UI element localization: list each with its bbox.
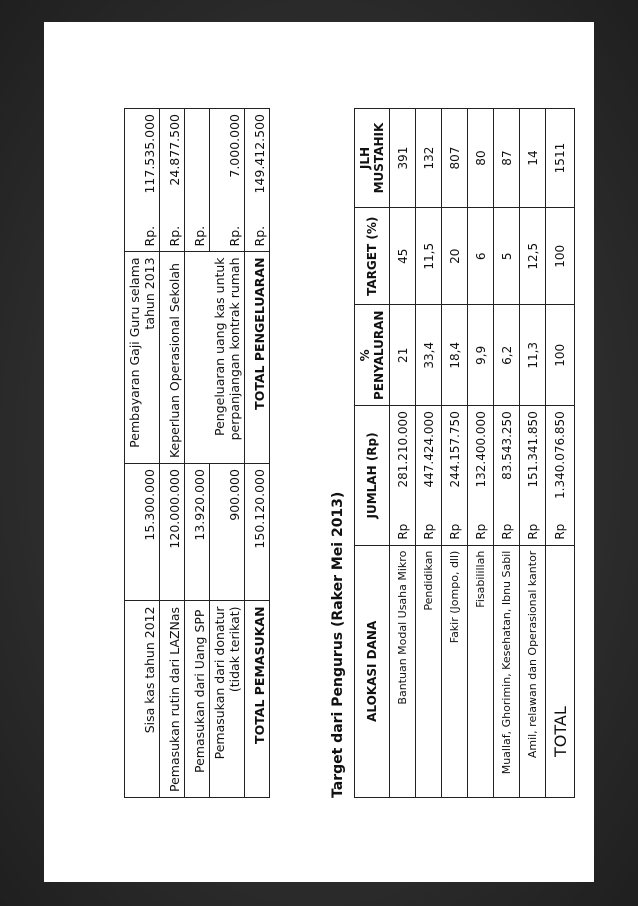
alokasi-cell: Bantuan Modal Usaha Mikro — [390, 545, 416, 797]
income-label: Pemasukan rutin dari LAZNas — [160, 601, 185, 798]
jumlah-cell: 244.157.750 — [442, 406, 468, 515]
table-row — [468, 109, 494, 798]
target-title: Target dari Pengurus (Raker Mei 2013) — [330, 491, 346, 798]
document-page — [44, 22, 594, 882]
rp-cell: Rp — [390, 515, 416, 545]
income-label: Pemasukan dari donatur (tidak terikat) — [210, 601, 245, 798]
target-cell: 11,5 — [416, 208, 442, 305]
alokasi-cell: Amil, relawan dan Operasional kantor — [520, 545, 546, 797]
table-row — [390, 109, 416, 798]
penyaluran-cell: 6,2 — [494, 305, 520, 406]
expense-currency: Rp. — [160, 219, 185, 252]
column-header: JLH MUSTAHIK — [355, 109, 390, 208]
mustahik-cell: 807 — [442, 109, 468, 208]
expense-currency: Rp. — [210, 219, 245, 252]
income-amount: 120.000.000 — [160, 464, 185, 601]
mustahik-cell: 14 — [520, 109, 546, 208]
alokasi-cell: Fisabilillah — [468, 545, 494, 797]
income-expense-table — [124, 108, 270, 798]
table-header-row — [355, 109, 390, 798]
expense-currency: Rp. — [125, 219, 160, 252]
column-header: ALOKASI DANA — [355, 545, 390, 797]
expense-amount: 7.000.000 — [210, 109, 245, 220]
table-row — [442, 109, 468, 798]
income-label: Pemasukan dari Uang SPP — [185, 601, 210, 798]
expense-label: Pembayaran Gaji Guru selama tahun 2013 — [125, 252, 160, 464]
expense-total-currency: Rp. — [245, 219, 270, 252]
penyaluran-cell: 9,9 — [468, 305, 494, 406]
rp-cell: Rp — [494, 515, 520, 545]
rp-cell: Rp — [416, 515, 442, 545]
total-mustahik: 1511 — [546, 109, 575, 208]
alokasi-cell: Muallaf, Ghorimin, Kesehatan, Ibnu Sabil — [494, 545, 520, 797]
total-target: 100 — [546, 208, 575, 305]
income-amount: 15.300.000 — [125, 464, 160, 601]
expense-currency-top: Rp. — [185, 219, 210, 252]
rp-cell: Rp — [546, 515, 575, 545]
alokasi-cell: Fakir (Jompo, dll) — [442, 545, 468, 797]
penyaluran-cell: 21 — [390, 305, 416, 406]
column-header: JUMLAH (Rp) — [355, 406, 390, 546]
expense-label: Keperluan Operasional Sekolah — [160, 252, 185, 464]
rotated-content — [44, 22, 594, 882]
table-row — [160, 109, 185, 798]
column-header: % PENYALURAN — [355, 305, 390, 406]
penyaluran-cell: 11,3 — [520, 305, 546, 406]
mustahik-cell: 132 — [416, 109, 442, 208]
expense-total: 149.412.500 — [245, 109, 270, 220]
mustahik-cell: 80 — [468, 109, 494, 208]
target-cell: 5 — [494, 208, 520, 305]
income-amount: 900.000 — [210, 464, 245, 601]
expense-amount: 117.535.000 — [125, 109, 160, 220]
rp-cell: Rp — [520, 515, 546, 545]
target-cell: 12,5 — [520, 208, 546, 305]
total-jumlah: 1.340.076.850 — [546, 406, 575, 515]
allocation-table — [354, 108, 575, 798]
jumlah-cell: 83.543.250 — [494, 406, 520, 515]
table-row — [245, 109, 270, 798]
expense-amount-empty — [185, 109, 210, 220]
total-row — [546, 109, 575, 798]
jumlah-cell: 151.341.850 — [520, 406, 546, 515]
table-row — [125, 109, 160, 798]
target-cell: 6 — [468, 208, 494, 305]
expense-total-label: TOTAL PENGELUARAN — [245, 252, 270, 464]
income-label: Sisa kas tahun 2012 — [125, 601, 160, 798]
rp-cell: Rp — [442, 515, 468, 545]
penyaluran-cell: 33,4 — [416, 305, 442, 406]
table-row — [185, 109, 210, 798]
total-label: TOTAL — [546, 545, 575, 797]
jumlah-cell: 132.400.000 — [468, 406, 494, 515]
rp-cell: Rp — [468, 515, 494, 545]
total-penyaluran: 100 — [546, 305, 575, 406]
target-cell: 20 — [442, 208, 468, 305]
jumlah-cell: 281.210.000 — [390, 406, 416, 515]
mustahik-cell: 391 — [390, 109, 416, 208]
income-amount: 13.920.000 — [185, 464, 210, 601]
income-total-label: TOTAL PEMASUKAN — [245, 601, 270, 798]
column-header: TARGET (%) — [355, 208, 390, 305]
table-row — [494, 109, 520, 798]
table-row — [520, 109, 546, 798]
mustahik-cell: 87 — [494, 109, 520, 208]
expense-amount: 24.877.500 — [160, 109, 185, 220]
penyaluran-cell: 18,4 — [442, 305, 468, 406]
expense-label: Pengeluaran uang kas untuk perpanjangan kontrak rumah — [185, 252, 245, 464]
jumlah-cell: 447.424.000 — [416, 406, 442, 515]
target-cell: 45 — [390, 208, 416, 305]
table-row — [416, 109, 442, 798]
alokasi-cell: Pendidikan — [416, 545, 442, 797]
income-total: 150.120.000 — [245, 464, 270, 601]
